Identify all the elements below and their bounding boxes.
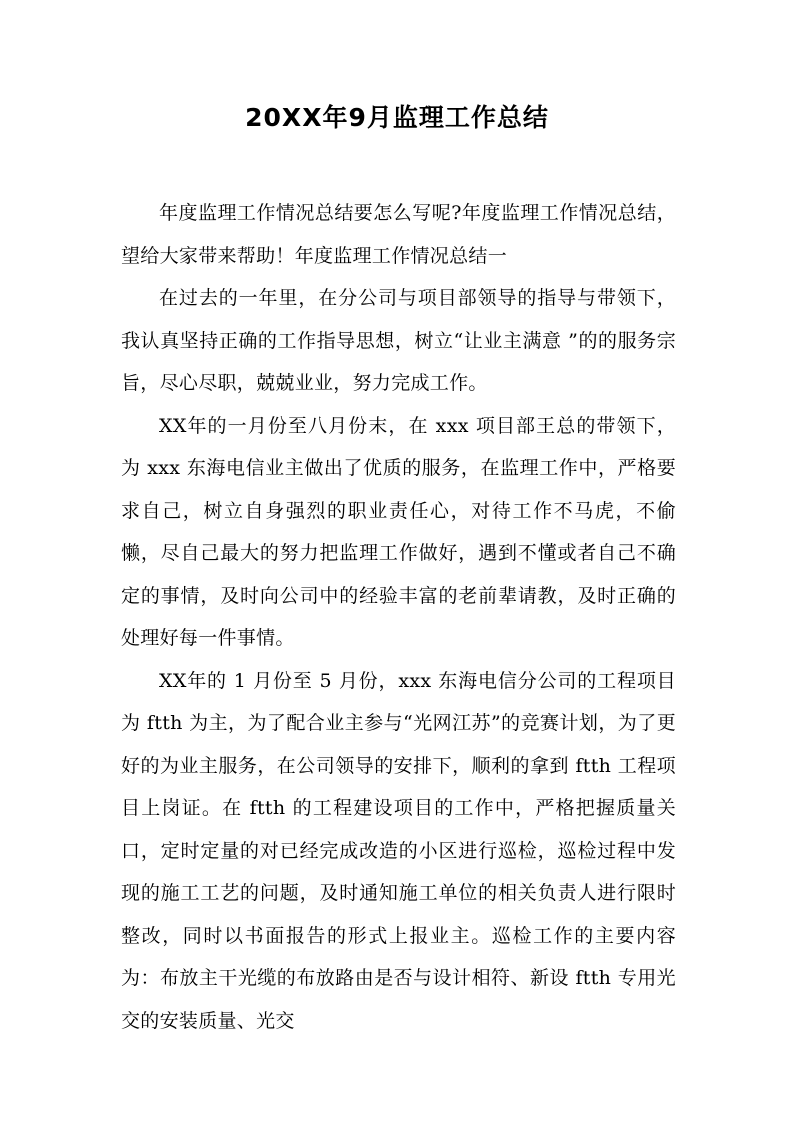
paragraph-past-year: 在过去的一年里，在分公司与项目部领导的指导与带领下，我认真坚持正确的工作指导思想，树立“让业主满意 ”的的服务宗旨，尽心尽职，兢兢业业，努力完成工作。 xyxy=(121,287,676,394)
paragraph-ftth-project: XX年的 1 月份至 5 月份，xxx 东海电信分公司的工程项目为 ftth 为主，为了配合业主参与“光网江苏”的竞赛计划，为了更好的为业主服务，在公司领导的安排下，顺利的拿到 ftth 工程项目上岗证。在 ftth 的工程建设项目的工作中，严格把握质量关口，定时定量的对已经完成改造的小区进行巡检，巡检过程中发现的施工工艺的问题，及时通知施工单位的相关负责人进行限时整改，同时以书面报告的形式上报业主。巡检工作的主要内容为：布放主干光缆的布放路由是否与设计相符、新设 ftth 专用光交的安装质量、光交 xyxy=(121,669,676,1032)
paragraph-jan-aug: XX年的一月份至八月份末，在 xxx 项目部王总的带领下，为 xxx 东海电信业主做出了优质的服务，在监理工作中，严格要求自己，树立自身强烈的职业责任心，对待工作不马虎，不偷懒，尽自己最大的努力把监理工作做好，遇到不懂或者自己不确定的事情，及时向公司中的经验丰富的老前辈请教，及时正确的处理好每一件事情。 xyxy=(121,414,676,649)
document-title: 20XX年9月监理工作总结 xyxy=(245,103,549,132)
document-body xyxy=(121,192,676,1042)
paragraph-intro: 年度监理工作情况总结要怎么写呢?年度监理工作情况总结，望给大家带来帮助！年度监理工作情况总结一 xyxy=(121,202,676,267)
